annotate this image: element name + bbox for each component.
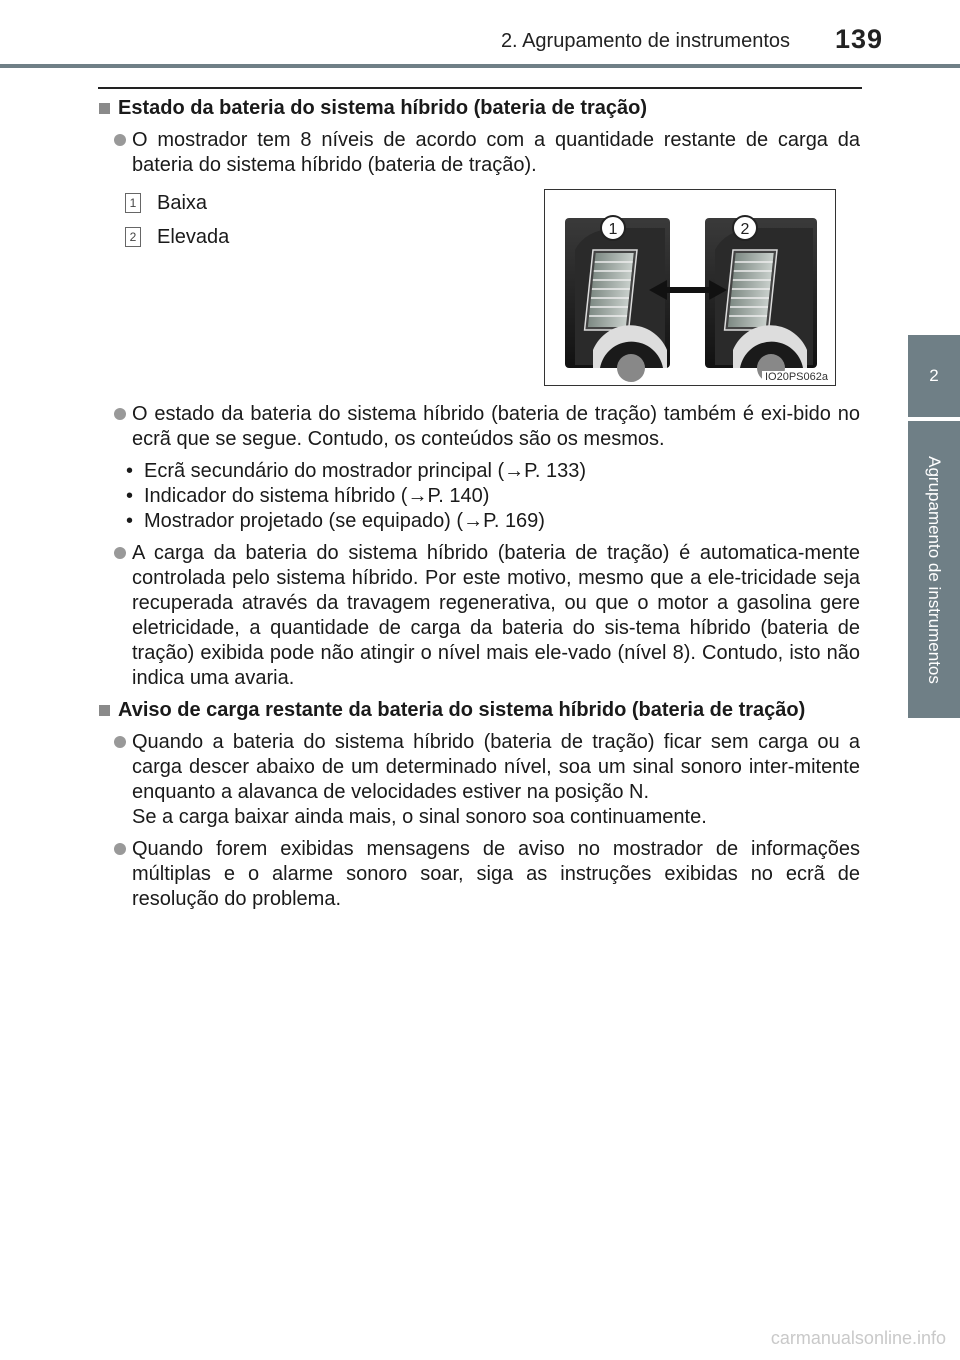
callout-item-high [125, 220, 229, 254]
bullet-item [98, 541, 860, 691]
side-tab-label-text: Agrupamento de instrumentos [925, 455, 944, 684]
round-bullet-icon [114, 547, 126, 559]
top-rule [98, 87, 862, 89]
section-heading-text: Aviso de carga restante da bateria do sistema híbrido (bateria de tração) [118, 699, 806, 721]
callout-number: 2 [125, 227, 141, 247]
watermark-text: carmanualsonline.info [770, 1328, 946, 1348]
battery-gauge-drawing [545, 190, 835, 385]
side-tab-number: 2 [908, 335, 960, 417]
sub-list-item: • Indicador do sistema híbrido (→P. 140) [126, 485, 490, 507]
header-rule [0, 64, 960, 68]
callout-item-low [125, 186, 229, 220]
bullet-item [98, 730, 860, 830]
bullet-text: O estado da bateria do sistema híbrido (bateria de tração) também é exi-bido no ecrã que se segue. Contudo, os conteúdos são os mesmos. [132, 403, 860, 450]
svg-text:1: 1 [608, 221, 618, 238]
callout-list [125, 186, 229, 254]
bullet-text: O mostrador tem 8 níveis de acordo com a quantidade restante de carga da bateria do sistema híbrido (bateria de tração). [132, 129, 860, 176]
battery-gauge-illustration [544, 189, 836, 386]
bullet-text: A carga da bateria do sistema híbrido (bateria de tração) é automatica-mente controlada pelo sistema híbrido. Por este motivo, mesmo que a ele-tricidade seja recuperada através da travagem regenerativa, ou que o motor a gasolina gere eletricidade, a quantidade de carga da bateria do sis-tema híbrido (bateria de tração) exibida pode não atingir o nível mais ele-vado (nível 8). Contudo, isto não indica uma avaria. [132, 542, 860, 689]
square-bullet-icon [99, 103, 110, 114]
gauge-low-panel [565, 216, 670, 382]
bullet-item [98, 402, 860, 452]
round-bullet-icon [114, 134, 126, 146]
round-bullet-icon [114, 736, 126, 748]
section-heading-charge-warning [98, 698, 860, 723]
section-heading-battery-state [98, 96, 860, 121]
bullet-text: Quando a bateria do sistema híbrido (bateria de tração) ficar sem carga ou a carga descer abaixo de um determinado nível, soa um sinal sonoro inter-mitente enquanto a alavanca de velocidades estiver na posição N. [132, 731, 860, 803]
page-number: 139 [835, 24, 884, 54]
bullet-item [98, 837, 860, 912]
sub-list-item: • Mostrador projetado (se equipado) (→P. 169) [126, 510, 545, 532]
figure-code: IO20PS062a [762, 371, 831, 383]
round-bullet-icon [114, 843, 126, 855]
round-bullet-icon [114, 408, 126, 420]
header-title: 2. Agrupamento de instrumentos [500, 30, 790, 52]
callout-label: Baixa [157, 191, 208, 214]
callout-label: Elevada [157, 225, 230, 248]
bullet-text: Se a carga baixar ainda mais, o sinal sonoro soa continuamente. [132, 806, 707, 828]
callout-number: 1 [125, 193, 141, 213]
bullet-text: Quando forem exibidas mensagens de aviso no mostrador de informações múltiplas e o alarme sonoro soar, siga as instruções exibidas no ecrã de resolução do problema. [132, 838, 860, 910]
section-heading-text: Estado da bateria do sistema híbrido (bateria de tração) [118, 97, 648, 119]
sub-list-item: • Ecrã secundário do mostrador principal (→P. 133) [126, 460, 587, 482]
sub-list [98, 459, 860, 534]
svg-text:2: 2 [740, 221, 750, 238]
bullet-item [98, 128, 860, 178]
side-tab-label [908, 421, 960, 718]
square-bullet-icon [99, 705, 110, 716]
gauge-high-panel [705, 216, 817, 382]
